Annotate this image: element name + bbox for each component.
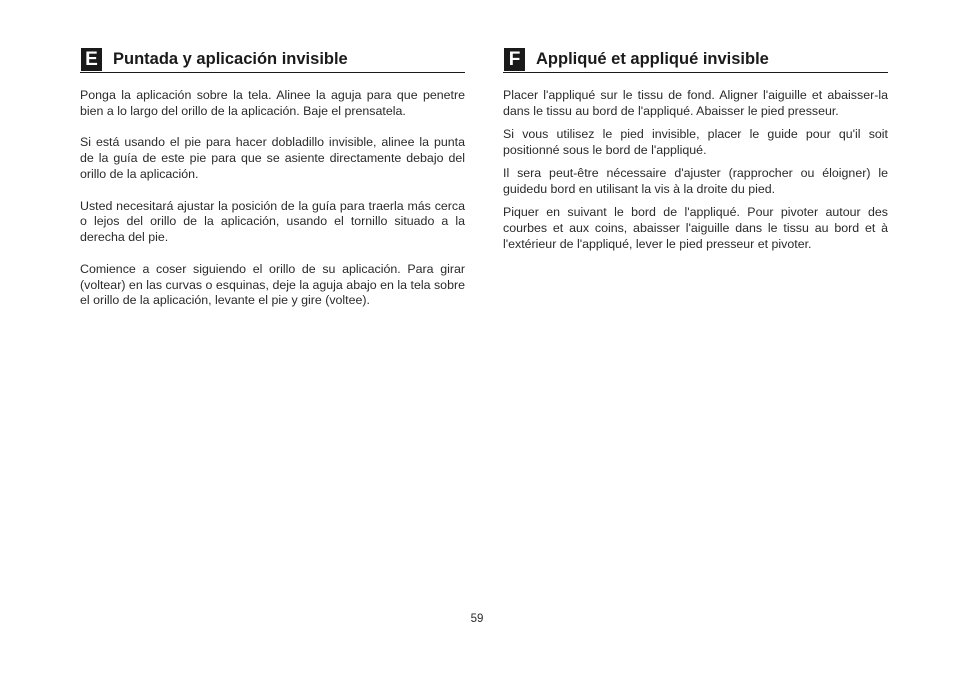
section-letter-badge-e: E (81, 48, 102, 71)
spanish-section (80, 46, 465, 325)
spanish-section-heading (80, 46, 465, 73)
section-letter-badge-f: F (504, 48, 525, 71)
paragraph: Il sera peut-être nécessaire d'ajuster (rapprocher ou éloigner) le guidedu bord en utilisant la vis à la droite du pied. (503, 166, 888, 196)
paragraph: Comience a coser siguiendo el orillo de su aplicación. Para girar (voltear) en las curvas o esquinas, deje la aguja abajo en la tela sobre el orillo de la aplicación, levante el pie y gire (voltee). (80, 261, 465, 308)
spanish-section-body (80, 88, 465, 309)
paragraph: Ponga la aplicación sobre la tela. Alinee la aguja para que penetre bien a lo largo del orillo de la aplicación. Baje el prensatela. (80, 88, 465, 118)
french-section-body (503, 88, 888, 253)
page-number: 59 (470, 613, 484, 625)
paragraph: Piquer en suivant le bord de l'appliqué. Pour pivoter autour des courbes et aux coins, abaisser l'aiguille dans le tissu au bord et à l'extérieur de l'appliqué, lever le pied presseur et pivoter. (503, 205, 888, 251)
spanish-section-title: Puntada y aplicación invisible (113, 50, 348, 68)
paragraph: Usted necesitará ajustar la posición de la guía para traerla más cerca o lejos del orillo de la aplicación, usando el tornillo situado a la derecha del pie. (80, 198, 465, 245)
french-section-title: Appliqué et appliqué invisible (536, 50, 769, 68)
paragraph: Si vous utilisez le pied invisible, placer le guide pour qu'il soit positionné sous le bord de l'appliqué. (503, 127, 888, 157)
paragraph: Si está usando el pie para hacer dobladillo invisible, alinee la punta de la guía de este pie para que se asiente directamente debajo del orillo de la aplicación. (80, 135, 465, 181)
french-section (503, 46, 888, 260)
french-section-heading (503, 46, 888, 73)
paragraph: Placer l'appliqué sur le tissu de fond. Aligner l'aiguille et abaisser-la dans le tissu au bord de l'appliqué. Abaisser le pied presseur. (503, 88, 888, 118)
